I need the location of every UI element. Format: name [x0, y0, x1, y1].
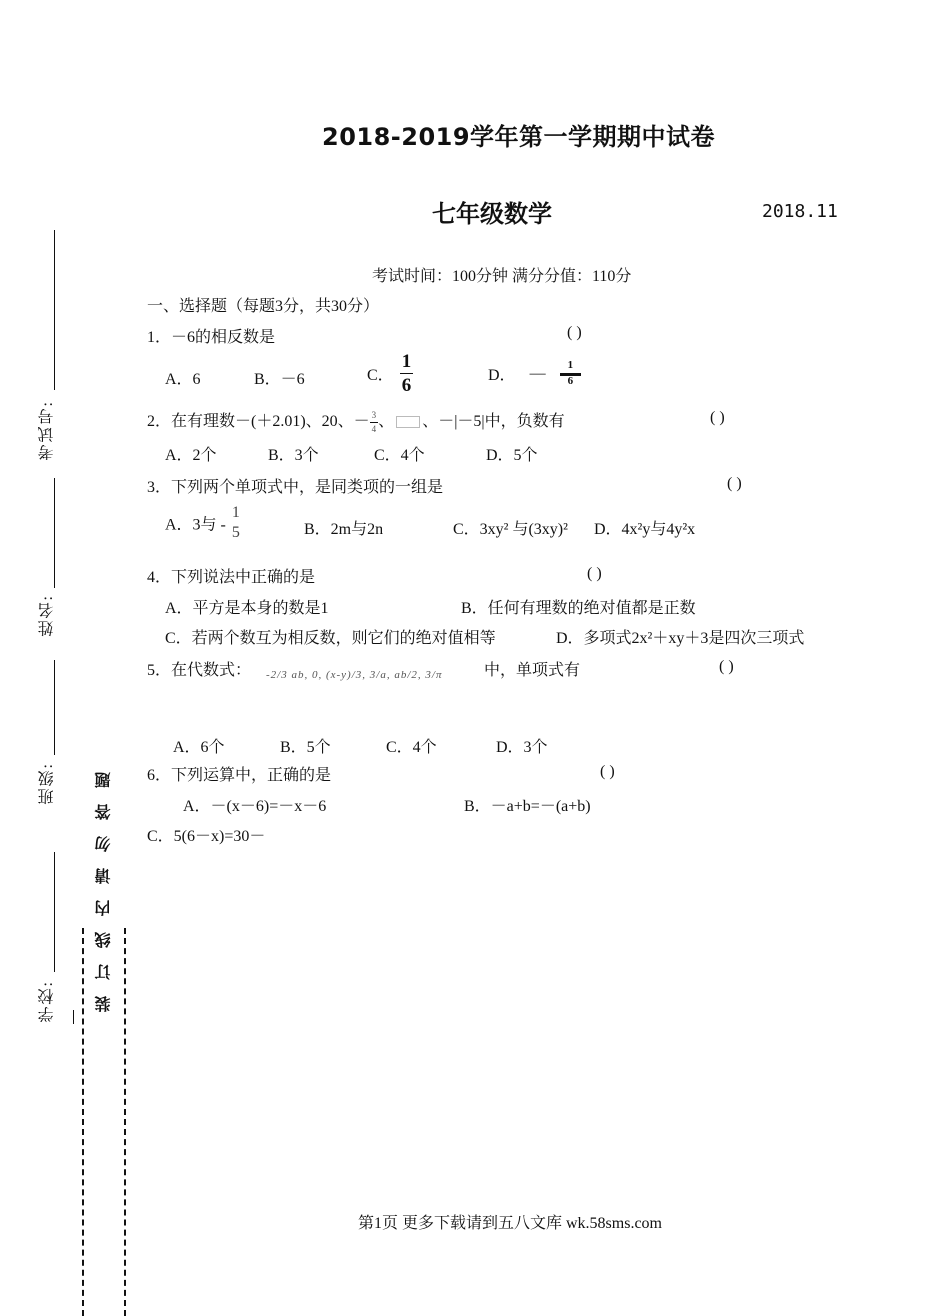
q4-option-d: D．多项式2x²＋xy＋3是四次三项式 — [556, 630, 805, 647]
q3-option-b — [304, 516, 383, 539]
q5-stem-tail: 中，单项式有 — [484, 662, 581, 679]
binding-dash-left — [82, 928, 84, 1316]
school-label: 学校: — [39, 980, 56, 1023]
binding-line-2 — [54, 478, 55, 588]
q1-option-a: A．6 — [165, 371, 201, 388]
exam-info: 考试时间：100分钟 满分分值：110分 — [372, 268, 632, 285]
q2-stem — [147, 408, 565, 434]
fraction-denominator: 5 — [231, 524, 240, 541]
q3-option-c — [453, 516, 568, 539]
q4-option-a: A．平方是本身的数是1 — [165, 600, 329, 617]
fraction-denominator: 6 — [560, 373, 582, 387]
q1-option-d-sign: — — [529, 364, 546, 382]
binding-line-top — [54, 230, 55, 390]
q5-option-a: A．6个 — [173, 739, 225, 756]
q2-option-b: B．3个 — [268, 447, 319, 464]
q5-option-d: D．3个 — [496, 739, 548, 756]
q4-paren: ( ) — [587, 565, 602, 582]
q2-fraction — [370, 411, 379, 434]
q2-stem-a: 2．在有理数－(＋2.01)、20、－ — [147, 413, 370, 430]
q3-option-a — [165, 505, 242, 541]
q3-option-d-text: D．4x²y与4y²x — [594, 521, 696, 538]
q5-paren: ( ) — [719, 658, 734, 675]
q3-option-b-text: B．2m与2n — [304, 521, 384, 538]
fraction-numerator: 1 — [231, 504, 240, 521]
q6-option-c: C．5(6－x)=30－ — [147, 828, 266, 845]
binding-line-5 — [73, 1010, 74, 1024]
q6-option-b: B．－a+b=－(a+b) — [464, 798, 591, 815]
q1-paren: ( ) — [567, 324, 582, 341]
exam-number-label: 考试号: — [39, 400, 56, 461]
q1-option-d-label: D． — [488, 367, 516, 384]
q2-option-d: D．5个 — [486, 447, 538, 464]
q5-expression: -2/3 ab, 0, (x-y)/3, 3/a, ab/2, 3/π — [266, 669, 443, 681]
q4-option-b: B．任何有理数的绝对值都是正数 — [461, 600, 696, 617]
q3-option-c-text: C．3xy² 与(3xy)² — [453, 521, 568, 538]
q6-paren: ( ) — [600, 763, 615, 780]
q2-absolute-value — [396, 416, 420, 428]
fraction-numerator: 1 — [567, 359, 574, 371]
binding-line-4 — [54, 852, 55, 972]
q3-paren: ( ) — [727, 475, 742, 492]
q2-option-c: C．4个 — [374, 447, 425, 464]
binding-line-3 — [54, 660, 55, 755]
q5-stem: 5．在代数式： — [147, 662, 252, 679]
class-label: 班级: — [39, 762, 56, 805]
q4-stem: 4．下列说法中正确的是 — [147, 569, 316, 586]
q1-option-c — [367, 352, 413, 395]
q3-option-a-label: A．3与 - — [165, 516, 226, 534]
page-subtitle: 七年级数学 — [432, 200, 552, 228]
page-title: 2018-2019学年第一学期期中试卷 — [322, 123, 716, 151]
name-label: 姓名: — [39, 594, 56, 637]
q5-option-b: B．5个 — [280, 739, 331, 756]
q1-option-d — [488, 360, 581, 387]
q2-option-a: A．2个 — [165, 447, 217, 464]
q3-option-d — [594, 516, 695, 539]
q1-option-b: B．－6 — [254, 371, 305, 388]
page-footer: 第1页 更多下载请到五八文库 wk.58sms.com — [358, 1215, 663, 1232]
section-heading: 一、选择题（每题3分，共30分） — [147, 298, 380, 315]
fraction-denominator: 4 — [371, 423, 377, 434]
q6-option-a: A．－(x－6)=－x－6 — [183, 798, 327, 815]
q1-option-c-label: C． — [367, 367, 394, 384]
q5-option-c: C．4个 — [386, 739, 437, 756]
fraction-numerator: 1 — [401, 351, 412, 372]
binding-dash-right — [124, 928, 126, 1316]
q1-stem: 1．－6的相反数是 — [147, 329, 276, 346]
q2-paren: ( ) — [710, 409, 725, 426]
q4-option-c: C．若两个数互为相反数，则它们的绝对值相等 — [165, 630, 496, 647]
fraction-denominator: 6 — [401, 375, 412, 396]
q2-separator: 、 — [378, 413, 395, 430]
q3-stem: 3．下列两个单项式中，是同类项的一组是 — [147, 479, 444, 496]
q1-option-c-fraction — [400, 352, 414, 395]
q2-stem-b: 、－|－5|中，负数有 — [422, 413, 565, 430]
fraction-numerator: 3 — [371, 409, 377, 420]
q6-stem: 6．下列运算中，正确的是 — [147, 767, 332, 784]
q3-option-a-fraction — [230, 505, 242, 541]
binding-column-text: 装订线内请勿答题 — [94, 756, 113, 1012]
exam-date: 2018.11 — [762, 201, 838, 222]
q1-option-d-fraction — [560, 360, 582, 387]
